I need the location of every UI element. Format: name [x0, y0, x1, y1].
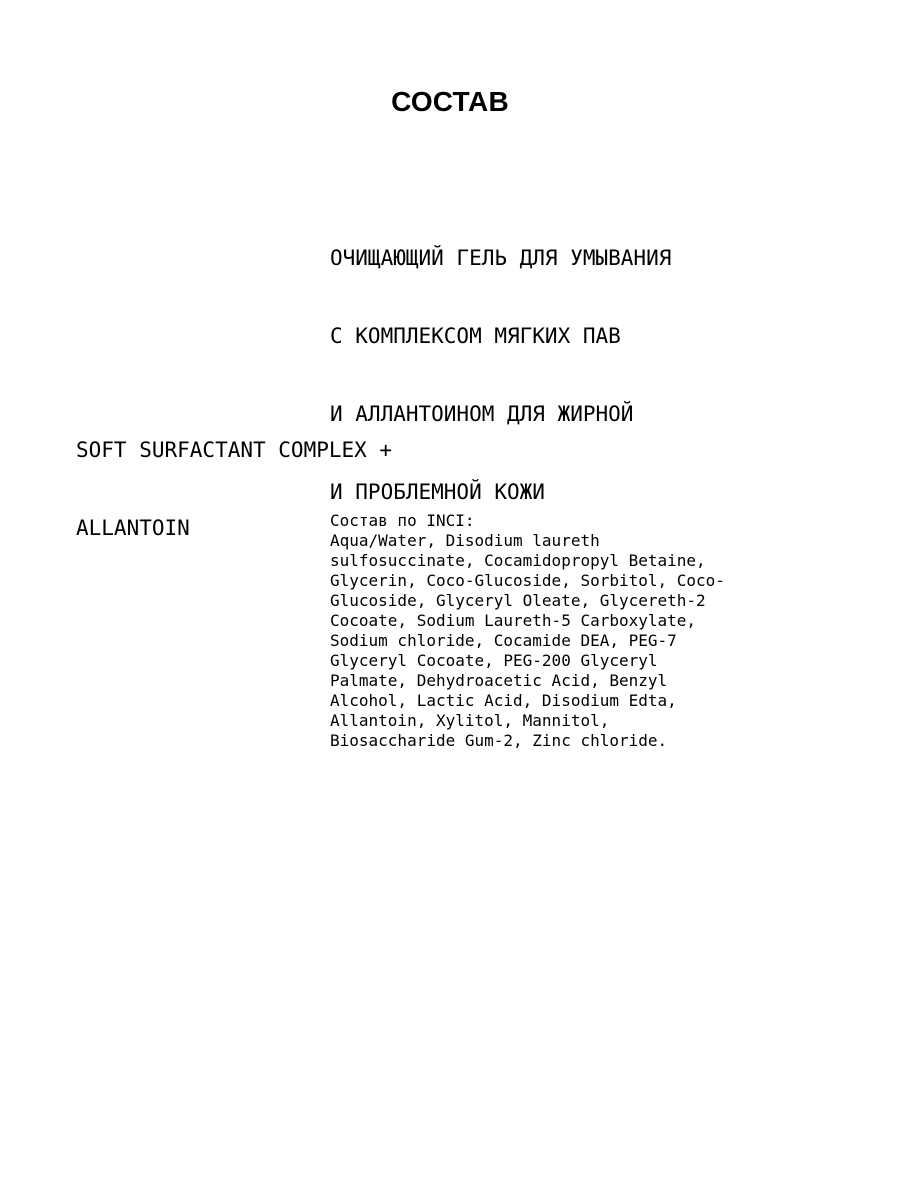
product-name-line: С КОМПЛЕКСОМ МЯГКИХ ПАВ — [330, 324, 621, 348]
ingredients-line: Aqua/Water, Disodium laureth — [330, 531, 600, 550]
ingredients-line: sulfosuccinate, Cocamidopropyl Betaine, — [330, 551, 706, 570]
ingredients-line: Cocoate, Sodium Laureth-5 Carboxylate, — [330, 611, 697, 630]
active-complex-line: ALLANTOIN — [76, 516, 190, 540]
ingredients-line: Allantoin, Xylitol, Mannitol, — [330, 711, 610, 730]
product-name-line: И АЛЛАНТОИНОМ ДЛЯ ЖИРНОЙ — [330, 402, 634, 426]
product-name-line: И ПРОБЛЕМНОЙ КОЖИ — [330, 480, 545, 504]
active-complex-line: SOFT SURFACTANT COMPLEX + — [76, 438, 393, 462]
product-name-line: ОЧИЩАЮЩИЙ ГЕЛЬ ДЛЯ УМЫВАНИЯ — [330, 246, 672, 270]
ingredients-line: Sodium chloride, Cocamide DEA, PEG-7 — [330, 631, 677, 650]
ingredients-line: Glycerin, Coco-Glucoside, Sorbitol, Coco- — [330, 571, 725, 590]
page-title: СОСТАВ — [391, 86, 509, 117]
ingredients-line: Biosaccharide Gum-2, Zinc chloride. — [330, 731, 668, 750]
inci-label: Состав по INCI: — [330, 511, 475, 530]
ingredients-line: Palmate, Dehydroacetic Acid, Benzyl — [330, 671, 668, 690]
ingredients-line: Glyceryl Cocoate, PEG-200 Glyceryl — [330, 651, 658, 670]
ingredients-line: Alcohol, Lactic Acid, Disodium Edta, — [330, 691, 677, 710]
inci-ingredients — [330, 511, 850, 751]
ingredients-line: Glucoside, Glyceryl Oleate, Glycereth-2 — [330, 591, 706, 610]
